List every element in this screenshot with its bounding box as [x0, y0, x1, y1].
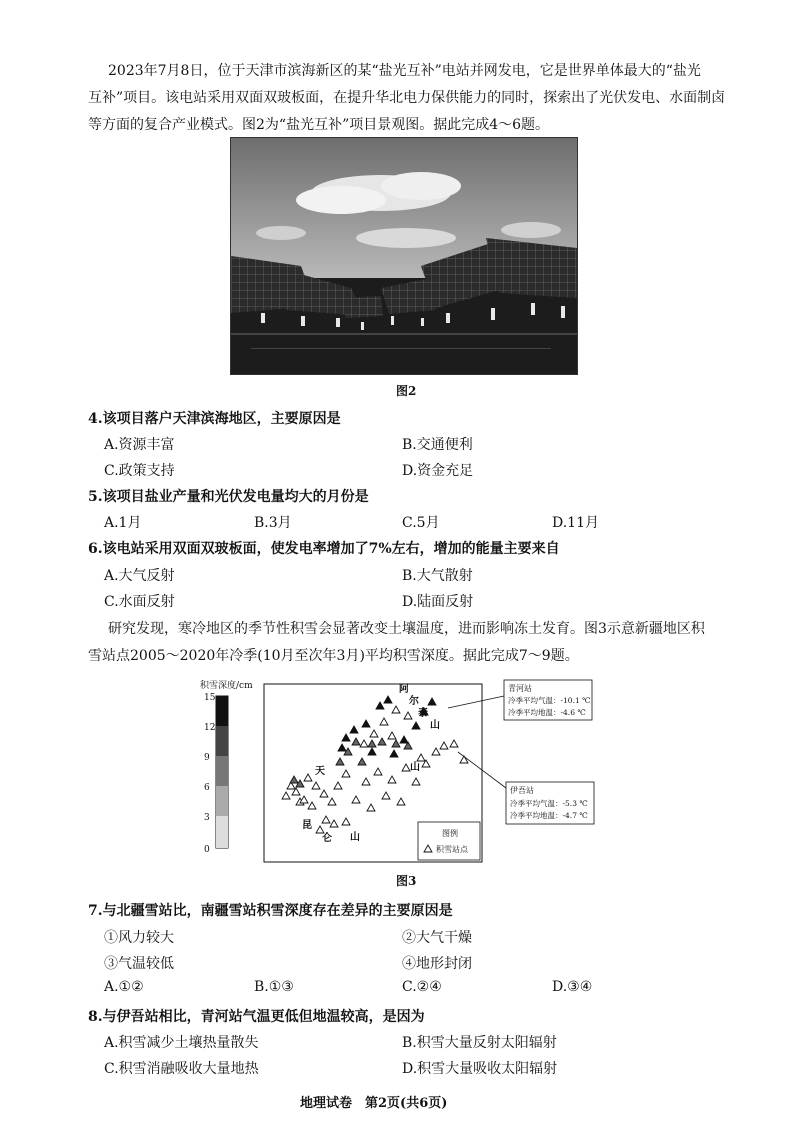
q7-statement-4: ④地形封闭: [402, 956, 472, 972]
q5-option-c: C.5月: [402, 515, 440, 531]
scale-band-3-6: [216, 786, 228, 816]
q4-option-b: B.交通便利: [402, 437, 473, 453]
scale-band-9-12: [216, 726, 228, 756]
question-7-stem: 7.与北疆雪站比，南疆雪站积雪深度存在差异的主要原因是: [88, 903, 453, 919]
yiwu-name: 伊吾站: [510, 786, 534, 795]
page-footer: 地理试卷 第2页(共6页): [300, 1096, 448, 1111]
scale-tick-6: 6: [204, 783, 210, 793]
yiwu-ground-temp: 冷季平均地温：-4.7 ℃: [510, 811, 588, 820]
q8-option-b: B.积雪大量反射太阳辐射: [402, 1035, 557, 1051]
intro-line-2: 互补”项目。该电站采用双面双玻板面，在提升华北电力保供能力的同时，探索出了光伏发电、水面制卤: [88, 90, 726, 106]
scale-title: 积雪深度/cm: [200, 681, 253, 691]
label-lun: 仑: [322, 833, 332, 844]
label-shan-tianshan: 山: [410, 762, 420, 773]
scale-band-12-15: [216, 696, 228, 726]
scale-tick-3: 3: [204, 813, 210, 823]
q5-option-b: B.3月: [254, 515, 292, 531]
intro2-line-2: 雪站点2005～2020年冷季(10月至次年3月)平均积雪深度。据此完成7～9题。: [88, 648, 579, 664]
scale-band-0-3: [216, 816, 228, 848]
label-tian: 天: [315, 766, 325, 777]
q4-option-d: D.资金充足: [402, 463, 474, 479]
label-kun: 昆: [302, 820, 312, 831]
question-6-stem: 6.该电站采用双面双玻板面，使发电率增加了7%左右，增加的能量主要来自: [88, 541, 560, 557]
label-er: 尔: [409, 696, 419, 707]
q7-option-b: B.①③: [254, 979, 294, 995]
intro-line-3: 等方面的复合产业模式。图2为“盐光互补”项目景观图。据此完成4～6题。: [88, 117, 550, 133]
figure-3: [196, 678, 626, 868]
scale-tick-0: 0: [204, 845, 210, 855]
q7-option-a: A.①②: [104, 979, 144, 995]
figure-3-caption: 图3: [396, 874, 417, 888]
q6-option-d: D.陆面反射: [402, 594, 474, 610]
scale-tick-12: 12: [204, 723, 216, 733]
photo-illustration: [231, 138, 577, 374]
q4-option-a: A.资源丰富: [104, 437, 175, 453]
legend-item: 积雪站点: [436, 845, 468, 854]
qinghe-ground-temp: 冷季平均地温：-4.6 ℃: [508, 708, 586, 717]
yiwu-air-temp: 冷季平均气温：-5.3 ℃: [510, 799, 588, 808]
q6-option-b: B.大气散射: [402, 568, 473, 584]
q7-statement-3: ③气温较低: [104, 956, 174, 972]
snow-depth-map: [196, 678, 626, 868]
label-shan-altai: 山: [430, 720, 440, 731]
q5-option-a: A.1月: [104, 515, 142, 531]
label-aer: 阿: [399, 684, 409, 695]
intro-line-1: 2023年7月8日，位于天津市滨海新区的某“盐光互补”电站并网发电，它是世界单体最大的“盐光: [108, 63, 701, 79]
question-8-stem: 8.与伊吾站相比，青河站气温更低但地温较高，是因为: [88, 1009, 425, 1025]
q6-option-c: C.水面反射: [104, 594, 175, 610]
qinghe-name: 青河站: [508, 684, 532, 693]
q4-option-c: C.政策支持: [104, 463, 175, 479]
q5-option-d: D.11月: [552, 515, 599, 531]
q7-option-d: D.③④: [552, 979, 593, 995]
q7-option-c: C.②④: [402, 979, 442, 995]
q8-option-c: C.积雪消融吸收大量地热: [104, 1061, 259, 1077]
scale-band-6-9: [216, 756, 228, 786]
q8-option-d: D.积雪大量吸收太阳辐射: [402, 1061, 558, 1077]
scale-tick-15: 15: [204, 693, 216, 703]
qinghe-air-temp: 冷季平均气温：-10.1 ℃: [508, 696, 591, 705]
question-4-stem: 4.该项目落户天津滨海地区，主要原因是: [88, 411, 341, 427]
intro2-line-1: 研究发现，寒冷地区的季节性积雪会显著改变土壤温度，进而影响冻土发育。图3示意新疆地区积: [108, 621, 705, 637]
label-shan-kunlun: 山: [350, 832, 360, 843]
salt-solar-photo: [230, 137, 578, 375]
label-tai: 泰: [418, 708, 428, 719]
q8-option-a: A.积雪减少土壤热量散失: [104, 1035, 259, 1051]
q7-statement-1: ①风力较大: [104, 930, 174, 946]
legend-box: [418, 822, 480, 860]
figure-2-caption: 图2: [396, 384, 417, 398]
q7-statement-2: ②大气干燥: [402, 930, 472, 946]
q6-option-a: A.大气反射: [104, 568, 175, 584]
legend-title: 图例: [442, 829, 458, 838]
question-5-stem: 5.该项目盐业产量和光伏发电量均大的月份是: [88, 489, 369, 505]
scale-tick-9: 9: [204, 753, 210, 763]
